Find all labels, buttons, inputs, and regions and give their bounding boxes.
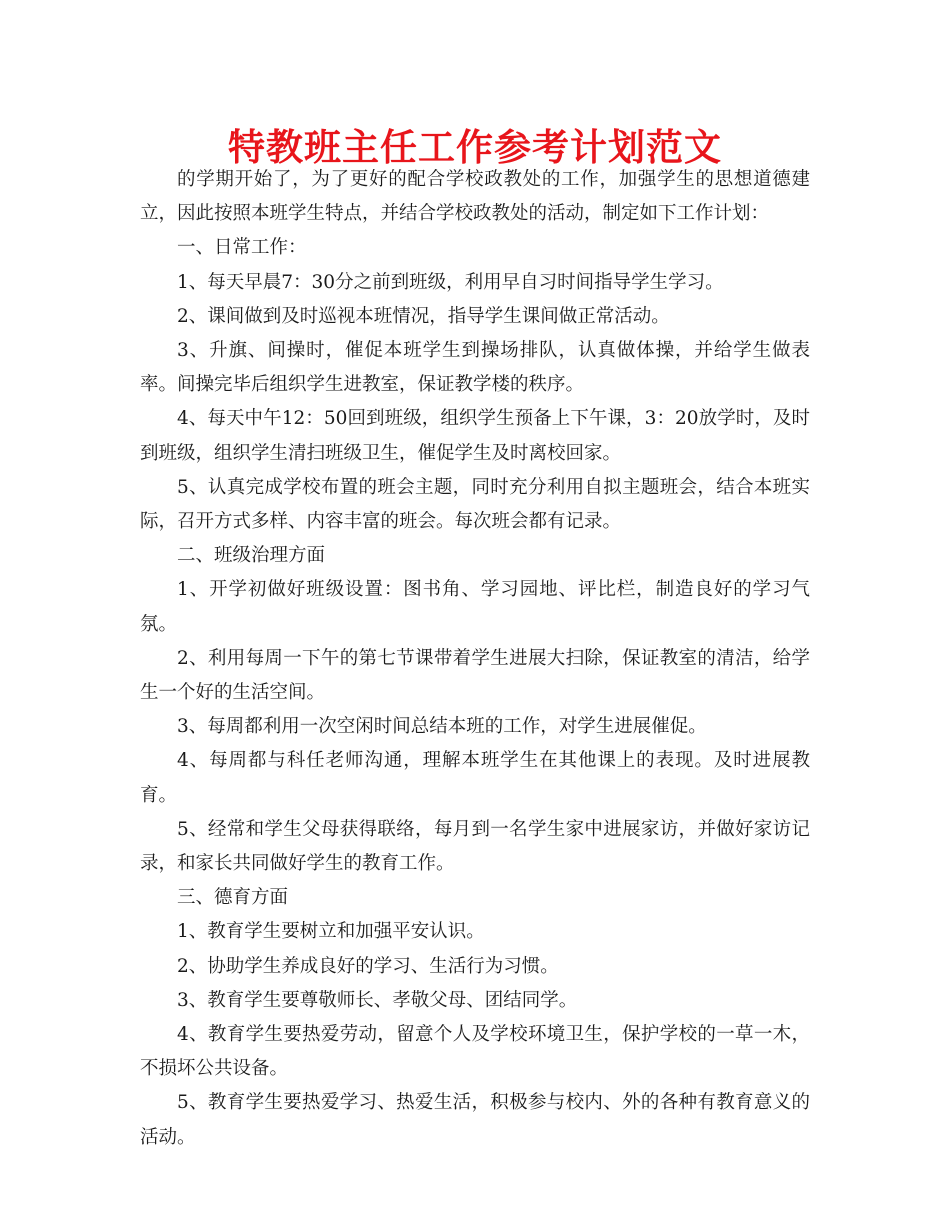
list-item: 5、认真完成学校布置的班会主题，同时充分利用自拟主题班会，结合本班实际，召开方式多样、内容丰富的班会。每次班会都有记录。 [140, 476, 810, 533]
list-item: 4、每天中午12：50回到班级，组织学生预备上下午课，3：20放学时，及时到班级，组织学生清扫班级卫生，催促学生及时离校回家。 [140, 408, 810, 464]
section-heading-daily-work: 一、日常工作： [177, 237, 307, 259]
list-item: 4、每周都与科任老师沟通，理解本班学生在其他课上的表现。及时进展教育。 [140, 750, 810, 806]
list-item: 4、教育学生要热爱劳动，留意个人及学校环境卫生，保护学校的一草一木，不损坏公共设备。 [140, 1024, 810, 1080]
list-item: 2、利用每周一下午的第七节课带着学生进展大扫除，保证教室的清洁，给学生一个好的生活空间。 [140, 647, 810, 704]
paragraph-intro: 的学期开始了，为了更好的配合学校政教处的工作，加强学生的思想道德建立，因此按照本班学生特点，并结合学校政教处的活动，制定如下工作计划： [140, 169, 810, 225]
section-heading-moral-education: 三、德育方面 [177, 887, 289, 909]
list-item: 3、教育学生要尊敬师长、孝敬父母、团结同学。 [177, 989, 578, 1011]
list-item: 1、每天早晨7：30分之前到班级，利用早自习时间指导学生学习。 [177, 271, 724, 293]
document-title: 特教班主任工作参考计划范文 [228, 125, 722, 169]
list-item: 2、协助学生养成良好的学习、生活行为习惯。 [177, 955, 559, 977]
section-heading-class-management: 二、班级治理方面 [177, 545, 326, 567]
list-item: 2、课间做到及时巡视本班情况，指导学生课间做正常活动。 [177, 305, 670, 327]
list-item: 1、教育学生要树立和加强平安认识。 [177, 921, 485, 943]
list-item: 1、开学初做好班级设置：图书角、学习园地、评比栏，制造良好的学习气氛。 [140, 579, 810, 635]
document-body [140, 163, 810, 1155]
list-item: 5、经常和学生父母获得联络，每月到一名学生家中进展家访，并做好家访记录，和家长共同做好学生的教育工作。 [140, 818, 810, 875]
list-item: 5、教育学生要热爱学习、热爱生活，积极参与校内、外的各种有教育意义的活动。 [140, 1092, 810, 1148]
list-item: 3、升旗、间操时，催促本班学生到操场排队，认真做体操，并给学生做表率。间操完毕后组织学生进教室，保证教学楼的秩序。 [140, 340, 810, 396]
list-item: 3、每周都利用一次空闲时间总结本班的工作，对学生进展催促。 [177, 716, 707, 738]
